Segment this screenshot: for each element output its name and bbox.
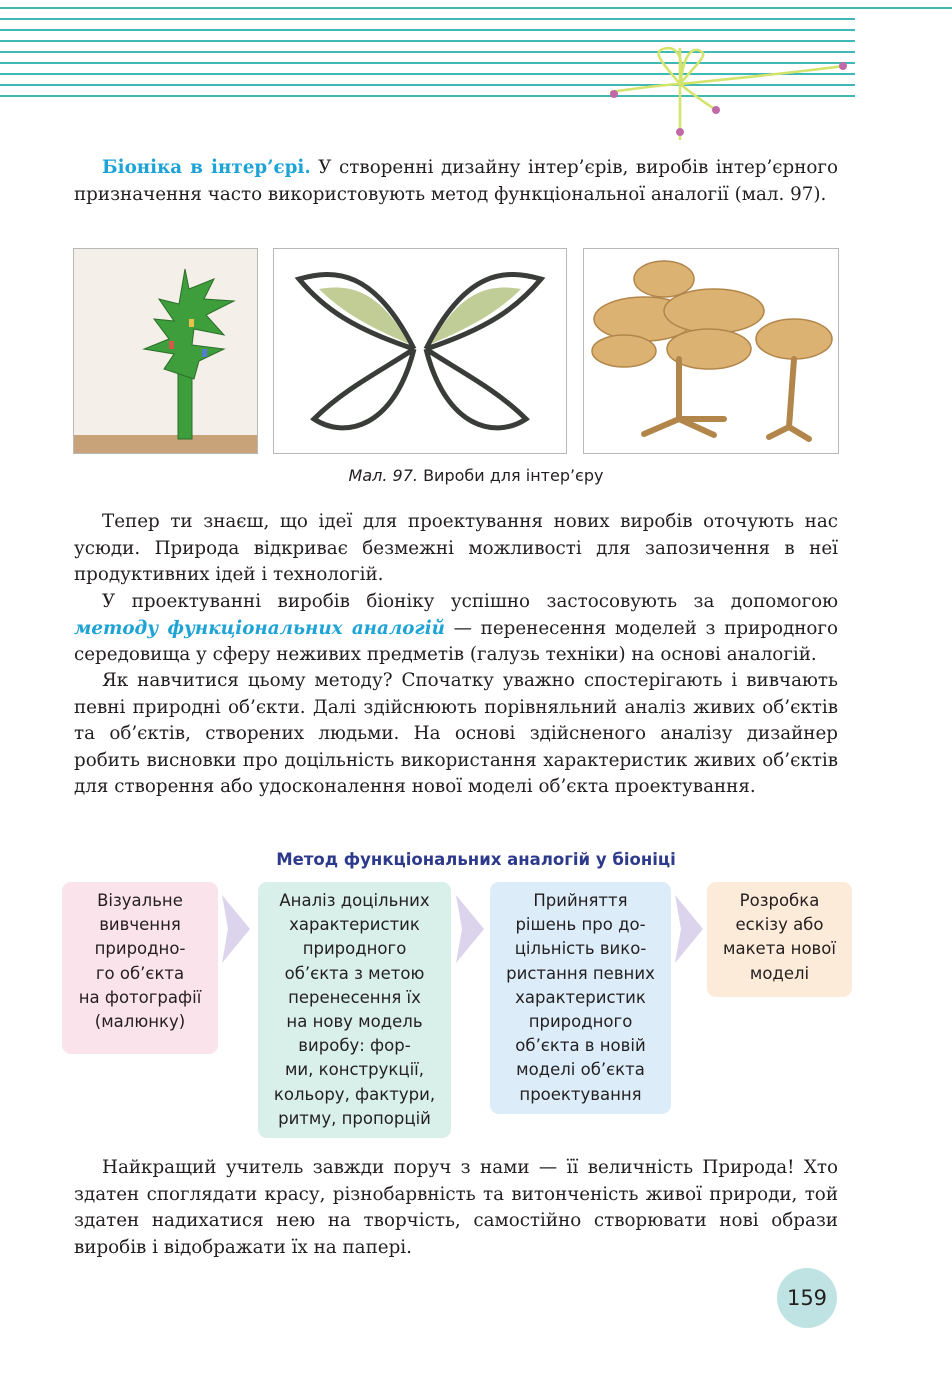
diagram-title: Метод функціональних аналогій у біоніці (276, 850, 676, 869)
step-4-line: ескізу або (735, 915, 824, 935)
section-lead: Біоніка в інтер’єрі. (102, 157, 311, 178)
step-1-line: Візуальне (97, 891, 183, 910)
paragraph-1: Тепер ти знаєш, що ідеї для проектування нових виробів оточують нас усюди. Природа відкриває безмежні можливості для запозичення в неї продуктивних ідей і технологій. (74, 511, 838, 585)
intro-paragraph (74, 155, 838, 208)
step-2-line: ми, конструкції, (284, 1060, 425, 1080)
tree-bookshelf-image (73, 248, 258, 454)
step-1-line: природно- (94, 939, 186, 959)
step-2-line: ритму, пропорцій (278, 1108, 431, 1128)
arrow-right-icon (673, 893, 705, 965)
step-1-line: (малюнку) (94, 1012, 186, 1032)
step-1-line: вивчення (99, 915, 181, 935)
step-3-line: об’єкта в новій (515, 1036, 646, 1056)
step-3-line: проектування (519, 1084, 642, 1104)
step-2-line: Аналіз доцільних (279, 891, 430, 910)
caption-text: Вироби для інтер’єру (417, 466, 604, 485)
step-4-line: Розробка (739, 891, 820, 910)
paragraph-2 (74, 589, 838, 669)
step-1-line: на фотографії (78, 987, 202, 1007)
step-2-line: характеристик (289, 915, 420, 935)
step-box-3 (490, 882, 671, 1114)
arrow-right-icon (454, 893, 486, 965)
ribbon-bow-icon (600, 40, 860, 150)
figure-caption (0, 466, 952, 485)
step-box-4 (707, 882, 852, 997)
step-4-line: макета нової (723, 939, 836, 959)
step-2-line: перенесення їх (288, 987, 421, 1007)
step-3-line: ристання певних (506, 963, 655, 983)
step-1-line: го об’єкта (95, 963, 185, 983)
step-2-line: на нову модель (286, 1012, 423, 1032)
step-2-line: виробу: фор- (298, 1036, 411, 1056)
step-2-line: природного (302, 939, 407, 959)
paragraph-3: Як навчитися цьому методу? Спочатку уважно спостерігають і вивчають певні природні об’єкти. Далі здійснюють порівняльний аналіз живих об’єктів та об’єктів, створених людьми. На основі здійсненого аналізу дизайнер робить висновки про доцільність використання характеристик живих об’єктів для створення або удосконалення нової моделі об’єкта проектування. (74, 670, 838, 797)
intro-text: У створенні дизайну інтер’єрів, виробів інтер’єрного призначення часто використовують метод функціональної аналогії (мал. 97). (74, 157, 839, 205)
step-3-line: природного (528, 1012, 633, 1032)
step-3-line: рішень про до- (515, 915, 646, 935)
paragraph-4: Найкращий учитель завжди поруч з нами — її величність Природа! Хто здатен споглядати красу, різнобарвність та витонченість живої природи, той здатен надихатися нею на творчість, самостійно створювати нові образи виробів і відображати їх на папері. (74, 1157, 838, 1258)
step-2-line: кольору, фактури, (273, 1084, 436, 1104)
step-3-line: Прийняття (533, 891, 628, 910)
step-box-1 (62, 882, 218, 1054)
flower-tables-image (583, 248, 839, 454)
butterfly-chairs-image (273, 248, 567, 454)
paragraph-2-start: У проектуванні виробів біоніку успішно застосовують за допомогою (102, 591, 838, 612)
paragraph-2-end: — перенесення моделей з природного середовища у сферу неживих предметів (галузь техніки) на основі аналогій. (74, 617, 839, 665)
arrow-right-icon (220, 893, 252, 965)
step-4-line: моделі (749, 963, 810, 983)
caption-label: Мал. 97. (348, 466, 418, 485)
page-number: 159 (777, 1268, 837, 1328)
step-3-line: моделі об’єкта (516, 1060, 645, 1080)
step-3-line: характеристик (515, 987, 646, 1007)
step-2-line: об’єкта з метою (284, 963, 425, 983)
step-3-line: цільність вико- (514, 939, 647, 959)
step-box-2 (258, 882, 451, 1138)
key-term: методу функціональних аналогій (74, 617, 445, 639)
